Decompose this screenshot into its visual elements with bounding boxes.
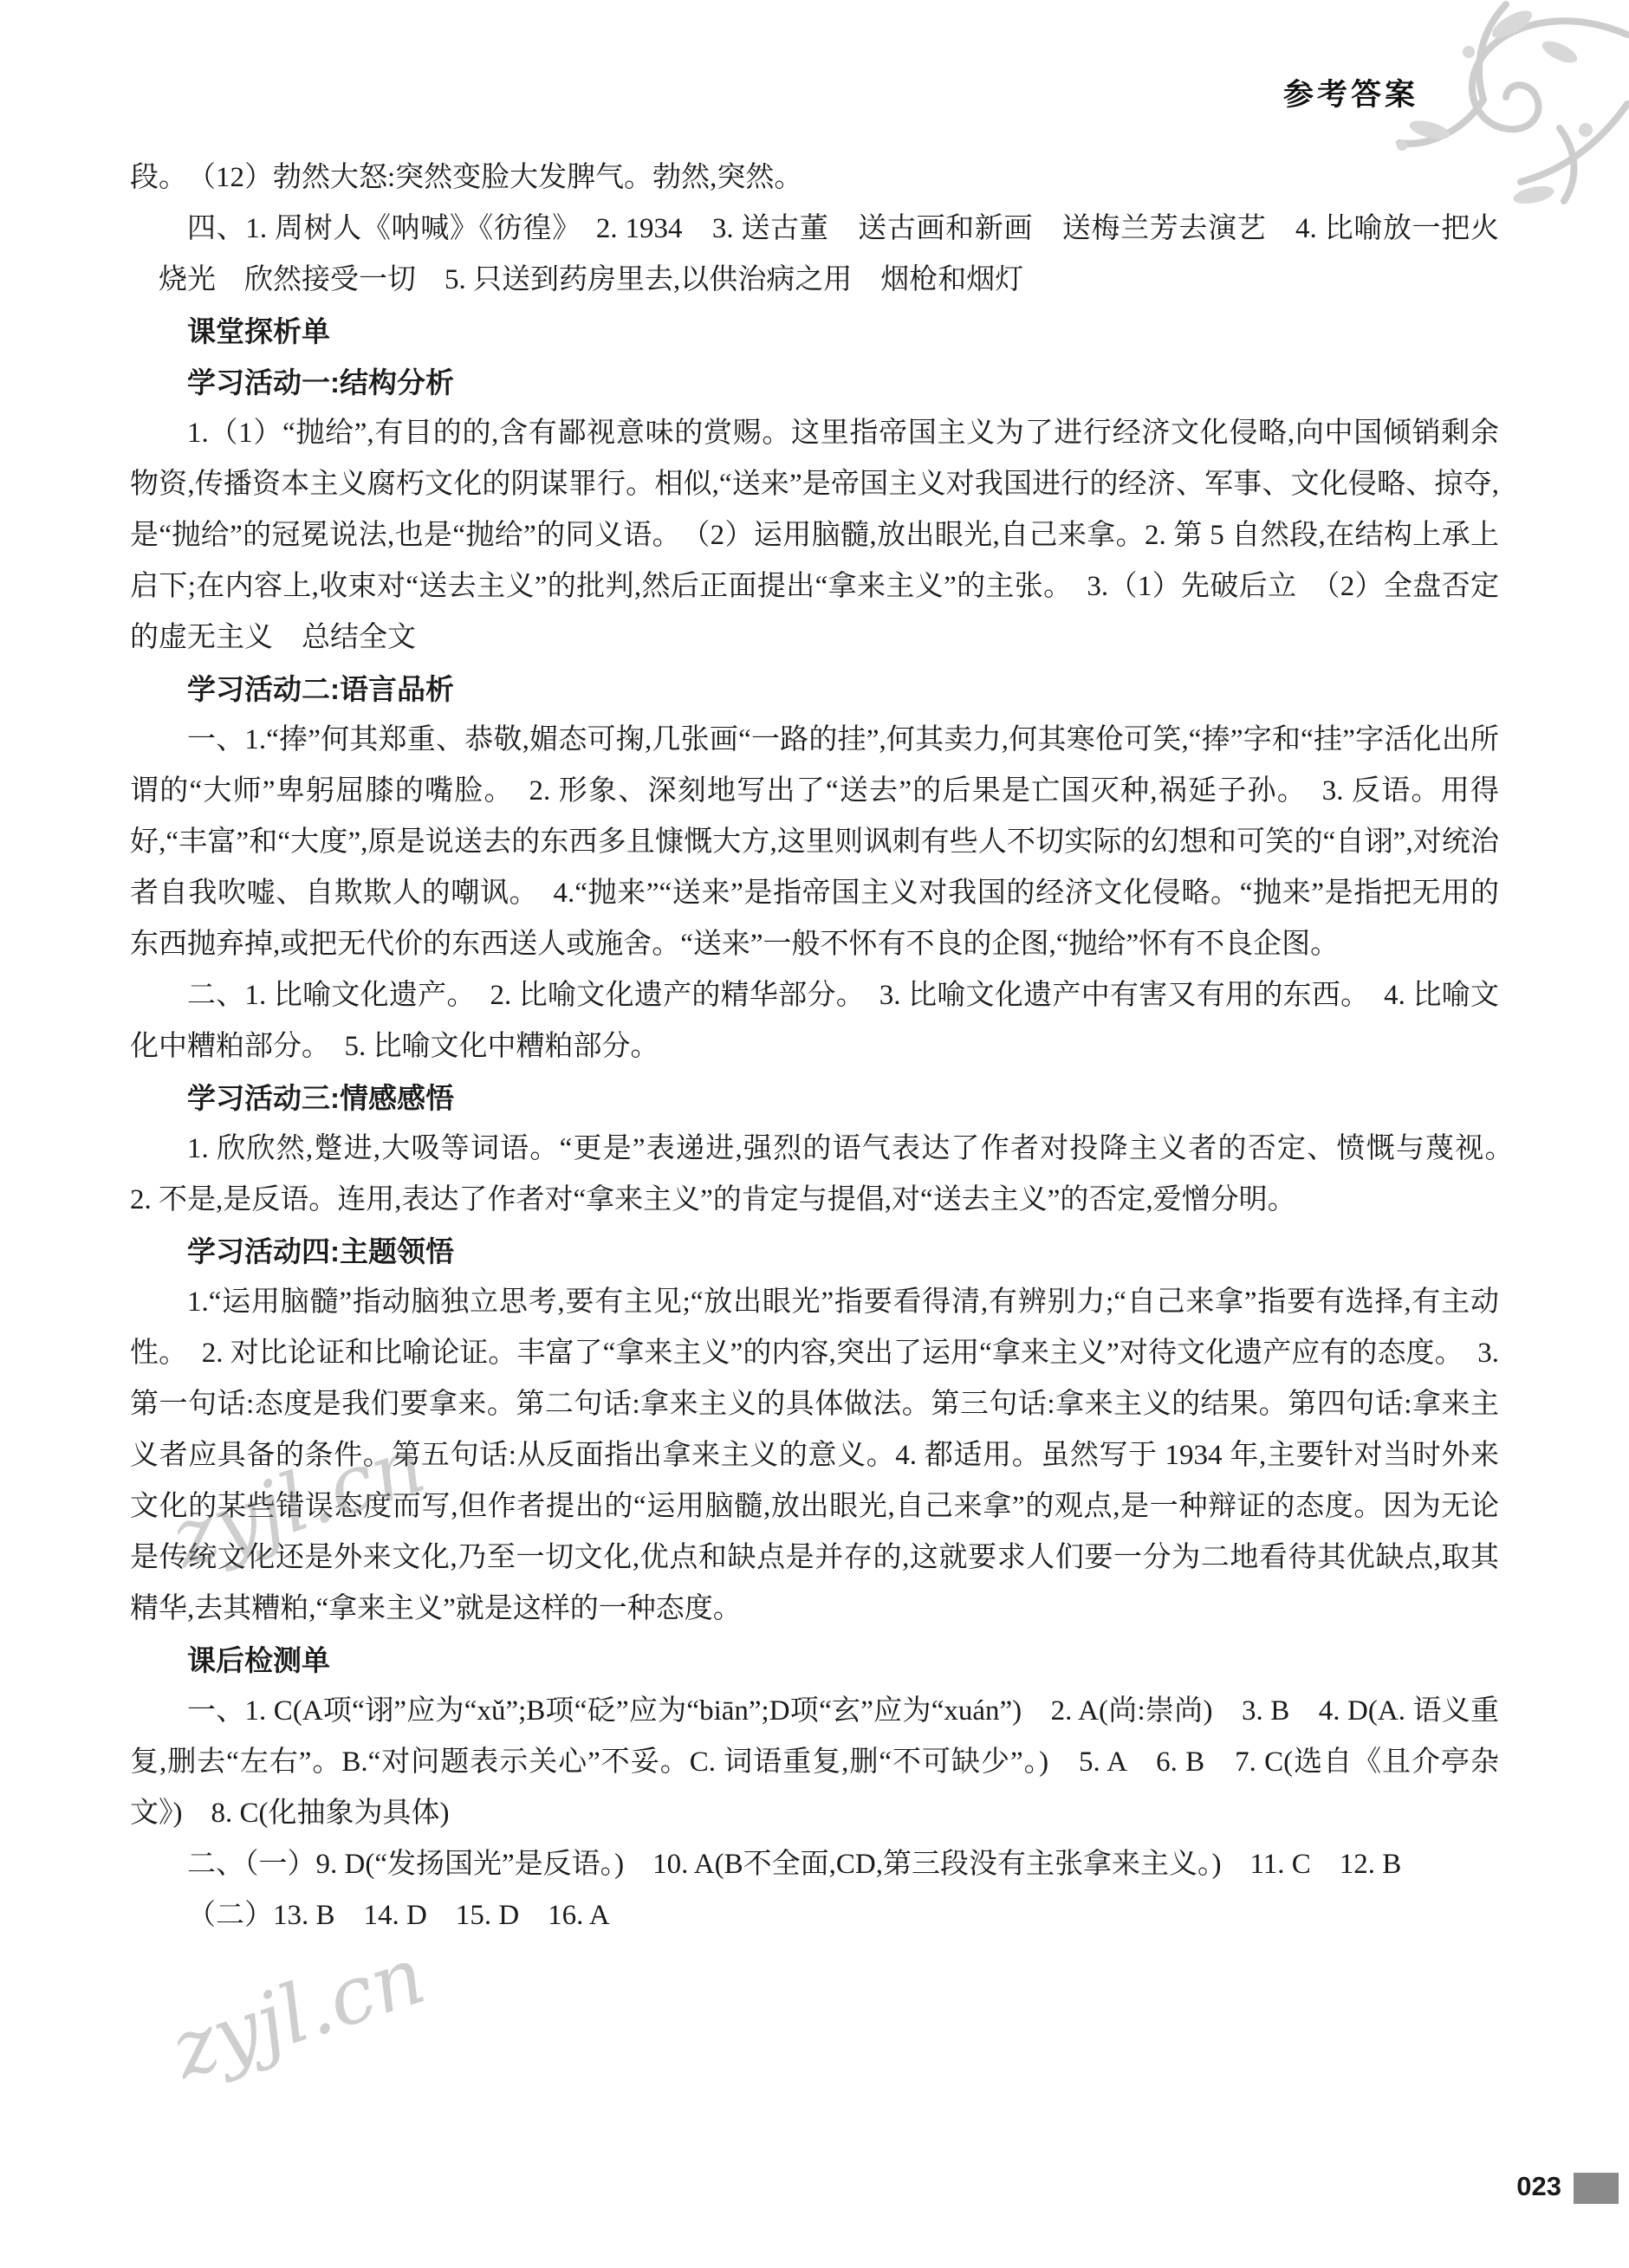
answer-paragraph: 1.“运用脑髓”指动脑独立思考,要有主见;“放出眼光”指要看得清,有辨别力;“自己来拿”指要有选择,有主动性。 2. 对比论证和比喻论证。丰富了“拿来主义”的内容,突出了运用“拿来主义”对待文化遗产应有的态度。 3. 第一句话:态度是我们要拿来。第二句话:拿来主义的具体做法。第三句话:拿来主义的结果。第四句话:拿来主义者应具备的条件。第五句话:从反面指出拿来主义的意义。4. 都适用。虽然写于 1934 年,主要针对当时外来文化的某些错误态度而写,但作者提出的“运用脑髓,放出眼光,自己来拿”的观点,是一种辩证的态度。因为无论是传统文化还是外来文化,乃至一切文化,优点和缺点是并存的,这就要求人们要一分为二地看待其优缺点,取其精华,去其糟粕,“拿来主义”就是这样的一种态度。	[130, 1286, 1499, 1624]
answer-paragraph: （二）13. B 14. D 15. D 16. A	[187, 1900, 610, 1931]
page-number-tab	[1574, 2173, 1619, 2204]
answer-paragraph: 1. 欣欣然,蹩进,大吸等词语。“更是”表递进,强烈的语气表达了作者对投降主义者的否定、愤慨与蔑视。 2. 不是,是反语。连用,表达了作者对“拿来主义”的肯定与提倡,对“送去主义”的否定,爱憎分明。	[130, 1133, 1528, 1215]
page-header-title: 参考答案	[1282, 78, 1418, 112]
section-heading: 课后检测单	[187, 1644, 330, 1676]
section-heading: 学习活动四:主题领悟	[187, 1235, 454, 1267]
section-heading: 学习活动一:结构分析	[187, 366, 454, 399]
answer-paragraph: 1.（1）“抛给”,有目的的,含有鄙视意味的赏赐。这里指帝国主义为了进行经济文化侵略,向中国倾销剩余物资,传播资本主义腐朽文化的阴谋罪行。相似,“送来”是帝国主义对我国进行的经济、军事、文化侵略、掠夺,是“抛给”的冠冕说法,也是“抛给”的同义语。 （2）运用脑髓,放出眼光,自己来拿。2. 第 5 自然段,在结构上承上启下;在内容上,收束对“送去主义”的批判,然后正面提出“拿来主义”的主张。 3.（1）先破后立 （2）全盘否定的虚无主义 总结全文	[130, 418, 1499, 653]
watermark: zyjl.cn	[160, 1928, 436, 2097]
answer-paragraph: 四、1. 周树人《呐喊》《彷徨》 2. 1934 3. 送古董 送古画和新画 送梅兰芳去演艺 4. 比喻放一把火烧光 欣然接受一切 5. 只送到药房里去,以供治病之用 烟枪和烟灯	[159, 213, 1499, 295]
answer-paragraph: 二、（一）9. D(“发扬国光”是反语。) 10. A(B不全面,CD,第三段没有主张拿来主义。) 11. C 12. B	[187, 1849, 1402, 1880]
answer-paragraph: 一、1. C(A项“诩”应为“xǔ”;B项“砭”应为“biān”;D项“玄”应为“xuán”) 2. A(尚:崇尚) 3. B 4. D(A. 语义重复,删去“左右”。B.“对问题表示关心”不妥。C. 词语重复,删“不可缺少”。) 5. A 6. B 7. C(选自《且介亭杂文》) 8. C(化抽象为具体)	[130, 1695, 1499, 1829]
answer-paragraph: 段。 （12）勃然大怒:突然变脸大发脾气。勃然,突然。	[130, 162, 803, 193]
page-number: 023	[1516, 2171, 1561, 2201]
section-heading: 课堂探析单	[187, 315, 330, 347]
section-heading: 学习活动二:语言品析	[187, 673, 454, 705]
answer-paragraph: 二、1. 比喻文化遗产。 2. 比喻文化遗产的精华部分。 3. 比喻文化遗产中有害又有用的东西。 4. 比喻文化中糟粕部分。 5. 比喻文化中糟粕部分。	[130, 980, 1499, 1062]
answer-paragraph: 一、1.“捧”何其郑重、恭敬,媚态可掬,几张画“一路的挂”,何其卖力,何其寒伧可笑,“捧”字和“挂”字活化出所谓的“大师”卑躬屈膝的嘴脸。 2. 形象、深刻地写出了“送去”的后果是亡国灭种,祸延子孙。 3. 反语。用得好,“丰富”和“大度”,原是说送去的东西多且慷慨大方,这里则讽刺有些人不切实际的幻想和可笑的“自诩”,对统治者自我吹嘘、自欺欺人的嘲讽。 4.“抛来”“送来”是指帝国主义对我国的经济文化侵略。“抛来”是指把无用的东西抛弃掉,或把无代价的东西送人或施舍。“送来”一般不怀有不良的企图,“抛给”怀有不良企图。	[130, 724, 1499, 960]
section-heading: 学习活动三:情感感悟	[187, 1082, 454, 1114]
watermark: zyjl.cn	[160, 1417, 436, 1586]
answers-content	[130, 152, 1528, 1941]
